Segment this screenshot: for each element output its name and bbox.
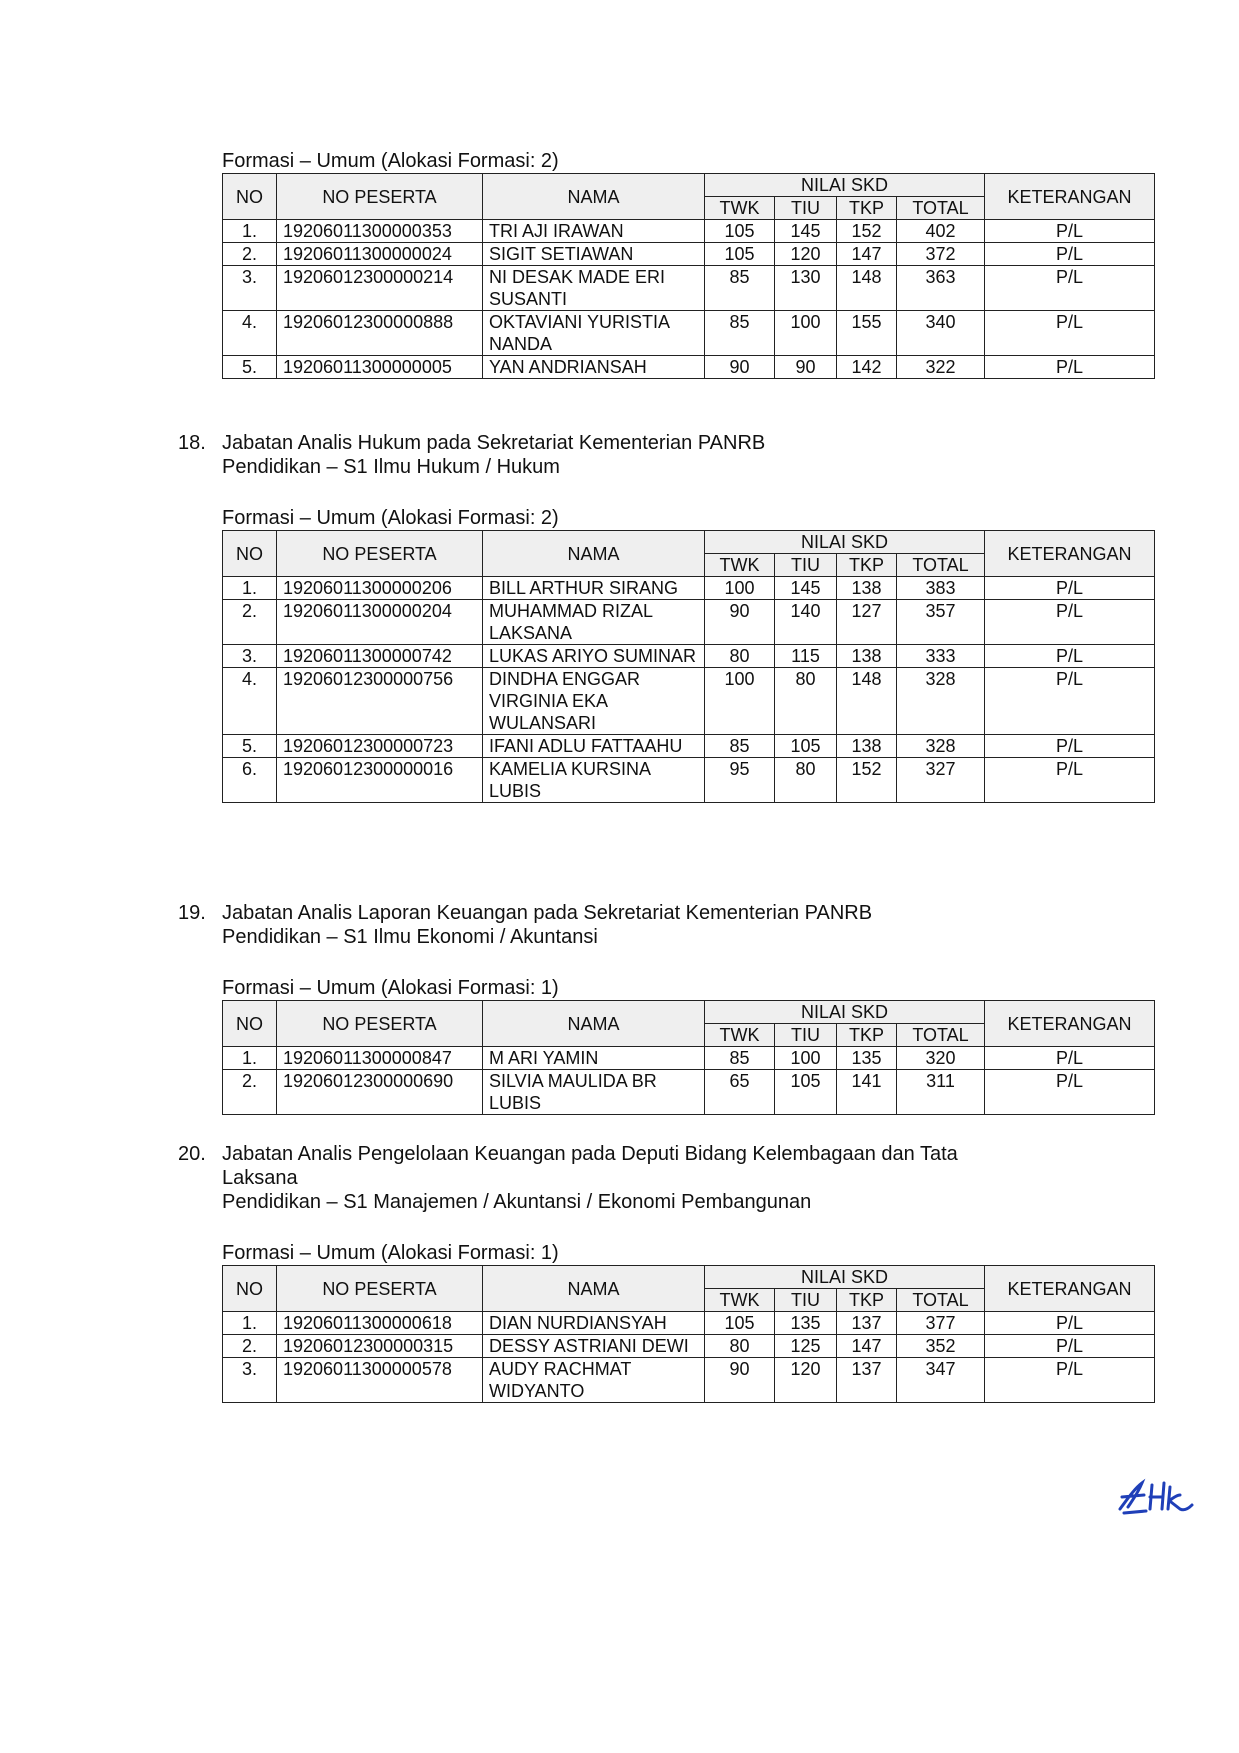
- cell-nama: YAN ANDRIANSAH: [483, 356, 705, 379]
- header-nama: NAMA: [483, 531, 705, 577]
- cell-total: 357: [897, 600, 985, 645]
- header-no-peserta: NO PESERTA: [277, 1001, 483, 1047]
- table-20: [222, 1265, 1155, 1403]
- cell-no: 1.: [223, 1047, 277, 1070]
- header-keterangan: KETERANGAN: [985, 1001, 1155, 1047]
- cell-total: 328: [897, 735, 985, 758]
- cell-tkp: 138: [837, 645, 897, 668]
- section-number: 19.: [178, 902, 206, 924]
- table-row: [223, 735, 1155, 758]
- cell-tkp: 152: [837, 758, 897, 803]
- cell-ket: P/L: [985, 1335, 1155, 1358]
- cell-twk: 85: [705, 1047, 775, 1070]
- cell-peserta: 19206011300000353: [277, 220, 483, 243]
- cell-nama: DINDHA ENGGAR VIRGINIA EKA WULANSARI: [483, 668, 705, 735]
- table-row: [223, 1312, 1155, 1335]
- cell-twk: 85: [705, 735, 775, 758]
- header-tiu: TIU: [775, 197, 837, 220]
- header-tiu: TIU: [775, 554, 837, 577]
- cell-no: 4.: [223, 311, 277, 356]
- header-no: NO: [223, 1266, 277, 1312]
- cell-peserta: 19206012300000723: [277, 735, 483, 758]
- cell-peserta: 19206011300000618: [277, 1312, 483, 1335]
- header-twk: TWK: [705, 554, 775, 577]
- table-row: [223, 1047, 1155, 1070]
- cell-twk: 85: [705, 266, 775, 311]
- cell-tiu: 145: [775, 577, 837, 600]
- cell-nama: OKTAVIANI YURISTIA NANDA: [483, 311, 705, 356]
- table-row: [223, 645, 1155, 668]
- cell-tiu: 100: [775, 311, 837, 356]
- cell-ket: P/L: [985, 243, 1155, 266]
- cell-nama: DIAN NURDIANSYAH: [483, 1312, 705, 1335]
- cell-no: 3.: [223, 1358, 277, 1403]
- header-no: NO: [223, 1001, 277, 1047]
- cell-total: 402: [897, 220, 985, 243]
- section-pendidikan: Pendidikan – S1 Manajemen / Akuntansi / Ekonomi Pembangunan: [222, 1191, 812, 1213]
- cell-nama: DESSY ASTRIANI DEWI: [483, 1335, 705, 1358]
- cell-tkp: 137: [837, 1312, 897, 1335]
- cell-nama: SIGIT SETIAWAN: [483, 243, 705, 266]
- section-title: Jabatan Analis Hukum pada Sekretariat Kementerian PANRB: [222, 432, 766, 454]
- cell-peserta: 19206011300000204: [277, 600, 483, 645]
- cell-tiu: 80: [775, 668, 837, 735]
- cell-peserta: 19206012300000016: [277, 758, 483, 803]
- header-nilai-skd: NILAI SKD: [705, 1001, 985, 1024]
- cell-ket: P/L: [985, 266, 1155, 311]
- cell-no: 2.: [223, 1335, 277, 1358]
- header-tiu: TIU: [775, 1024, 837, 1047]
- cell-tkp: 127: [837, 600, 897, 645]
- header-twk: TWK: [705, 1289, 775, 1312]
- cell-total: 320: [897, 1047, 985, 1070]
- cell-total: 333: [897, 645, 985, 668]
- cell-total: 383: [897, 577, 985, 600]
- cell-no: 4.: [223, 668, 277, 735]
- cell-tiu: 115: [775, 645, 837, 668]
- table-18: [222, 530, 1155, 803]
- cell-nama: LUKAS ARIYO SUMINAR: [483, 645, 705, 668]
- cell-tiu: 100: [775, 1047, 837, 1070]
- header-no-peserta: NO PESERTA: [277, 531, 483, 577]
- header-twk: TWK: [705, 197, 775, 220]
- header-nama: NAMA: [483, 1001, 705, 1047]
- section-title-cont: Laksana: [222, 1167, 298, 1189]
- cell-twk: 105: [705, 220, 775, 243]
- cell-tiu: 120: [775, 1358, 837, 1403]
- cell-twk: 100: [705, 668, 775, 735]
- cell-tkp: 138: [837, 735, 897, 758]
- cell-total: 327: [897, 758, 985, 803]
- cell-tiu: 145: [775, 220, 837, 243]
- formasi-label-20: Formasi – Umum (Alokasi Formasi: 1): [222, 1242, 559, 1264]
- cell-total: 322: [897, 356, 985, 379]
- formasi-label-0: Formasi – Umum (Alokasi Formasi: 2): [222, 150, 559, 172]
- cell-peserta: 19206012300000690: [277, 1070, 483, 1115]
- table-row: [223, 758, 1155, 803]
- cell-tiu: 80: [775, 758, 837, 803]
- cell-ket: P/L: [985, 600, 1155, 645]
- cell-no: 3.: [223, 266, 277, 311]
- cell-tkp: 152: [837, 220, 897, 243]
- cell-total: 377: [897, 1312, 985, 1335]
- cell-ket: P/L: [985, 220, 1155, 243]
- cell-total: 352: [897, 1335, 985, 1358]
- cell-no: 3.: [223, 645, 277, 668]
- header-tkp: TKP: [837, 197, 897, 220]
- cell-twk: 90: [705, 600, 775, 645]
- cell-no: 2.: [223, 600, 277, 645]
- cell-tkp: 141: [837, 1070, 897, 1115]
- header-no-peserta: NO PESERTA: [277, 174, 483, 220]
- formasi-label-19: Formasi – Umum (Alokasi Formasi: 1): [222, 977, 559, 999]
- cell-tiu: 130: [775, 266, 837, 311]
- cell-tkp: 155: [837, 311, 897, 356]
- cell-twk: 95: [705, 758, 775, 803]
- cell-ket: P/L: [985, 1358, 1155, 1403]
- header-total: TOTAL: [897, 197, 985, 220]
- table-row: [223, 311, 1155, 356]
- cell-twk: 100: [705, 577, 775, 600]
- header-keterangan: KETERANGAN: [985, 174, 1155, 220]
- header-no: NO: [223, 531, 277, 577]
- header-total: TOTAL: [897, 554, 985, 577]
- cell-total: 372: [897, 243, 985, 266]
- cell-nama: M ARI YAMIN: [483, 1047, 705, 1070]
- signature-initials: [1116, 1475, 1196, 1524]
- cell-tiu: 90: [775, 356, 837, 379]
- cell-total: 340: [897, 311, 985, 356]
- cell-twk: 65: [705, 1070, 775, 1115]
- cell-nama: TRI AJI IRAWAN: [483, 220, 705, 243]
- cell-ket: P/L: [985, 1312, 1155, 1335]
- cell-peserta: 19206012300000315: [277, 1335, 483, 1358]
- cell-peserta: 19206011300000206: [277, 577, 483, 600]
- header-nama: NAMA: [483, 174, 705, 220]
- cell-tkp: 147: [837, 243, 897, 266]
- cell-twk: 80: [705, 645, 775, 668]
- header-tkp: TKP: [837, 1024, 897, 1047]
- cell-nama: KAMELIA KURSINA LUBIS: [483, 758, 705, 803]
- table-row: [223, 243, 1155, 266]
- table-19: [222, 1000, 1155, 1115]
- cell-no: 5.: [223, 356, 277, 379]
- cell-total: 328: [897, 668, 985, 735]
- cell-ket: P/L: [985, 577, 1155, 600]
- cell-tkp: 148: [837, 668, 897, 735]
- section-number: 18.: [178, 432, 206, 454]
- header-keterangan: KETERANGAN: [985, 1266, 1155, 1312]
- cell-tiu: 120: [775, 243, 837, 266]
- cell-no: 2.: [223, 243, 277, 266]
- cell-nama: MUHAMMAD RIZAL LAKSANA: [483, 600, 705, 645]
- cell-nama: SILVIA MAULIDA BR LUBIS: [483, 1070, 705, 1115]
- cell-no: 2.: [223, 1070, 277, 1115]
- cell-tiu: 140: [775, 600, 837, 645]
- cell-peserta: 19206011300000024: [277, 243, 483, 266]
- table-row: [223, 668, 1155, 735]
- header-tkp: TKP: [837, 554, 897, 577]
- cell-twk: 90: [705, 1358, 775, 1403]
- cell-tiu: 125: [775, 1335, 837, 1358]
- table-row: [223, 600, 1155, 645]
- header-nilai-skd: NILAI SKD: [705, 531, 985, 554]
- cell-twk: 80: [705, 1335, 775, 1358]
- cell-peserta: 19206011300000005: [277, 356, 483, 379]
- table-row: [223, 266, 1155, 311]
- header-nilai-skd: NILAI SKD: [705, 1266, 985, 1289]
- cell-total: 311: [897, 1070, 985, 1115]
- cell-ket: P/L: [985, 1070, 1155, 1115]
- cell-tkp: 135: [837, 1047, 897, 1070]
- cell-twk: 90: [705, 356, 775, 379]
- cell-peserta: 19206011300000847: [277, 1047, 483, 1070]
- cell-peserta: 19206012300000756: [277, 668, 483, 735]
- section-number: 20.: [178, 1143, 206, 1165]
- cell-total: 347: [897, 1358, 985, 1403]
- cell-twk: 85: [705, 311, 775, 356]
- cell-twk: 105: [705, 1312, 775, 1335]
- cell-no: 1.: [223, 1312, 277, 1335]
- cell-tiu: 105: [775, 1070, 837, 1115]
- cell-ket: P/L: [985, 758, 1155, 803]
- header-total: TOTAL: [897, 1289, 985, 1312]
- section-title: Jabatan Analis Laporan Keuangan pada Sekretariat Kementerian PANRB: [222, 902, 873, 924]
- section-pendidikan: Pendidikan – S1 Ilmu Hukum / Hukum: [222, 456, 560, 478]
- header-keterangan: KETERANGAN: [985, 531, 1155, 577]
- table-row: [223, 1358, 1155, 1403]
- cell-peserta: 19206011300000742: [277, 645, 483, 668]
- table-row: [223, 356, 1155, 379]
- formasi-label-18: Formasi – Umum (Alokasi Formasi: 2): [222, 507, 559, 529]
- cell-tkp: 137: [837, 1358, 897, 1403]
- header-twk: TWK: [705, 1024, 775, 1047]
- cell-tkp: 147: [837, 1335, 897, 1358]
- cell-tkp: 142: [837, 356, 897, 379]
- table-row: [223, 1070, 1155, 1115]
- section-pendidikan: Pendidikan – S1 Ilmu Ekonomi / Akuntansi: [222, 926, 598, 948]
- cell-ket: P/L: [985, 668, 1155, 735]
- header-no: NO: [223, 174, 277, 220]
- cell-no: 1.: [223, 577, 277, 600]
- cell-tiu: 135: [775, 1312, 837, 1335]
- cell-peserta: 19206012300000888: [277, 311, 483, 356]
- table-row: [223, 1335, 1155, 1358]
- cell-peserta: 19206011300000578: [277, 1358, 483, 1403]
- header-no-peserta: NO PESERTA: [277, 1266, 483, 1312]
- cell-ket: P/L: [985, 311, 1155, 356]
- cell-ket: P/L: [985, 735, 1155, 758]
- table-row: [223, 220, 1155, 243]
- cell-tkp: 148: [837, 266, 897, 311]
- cell-tiu: 105: [775, 735, 837, 758]
- cell-peserta: 19206012300000214: [277, 266, 483, 311]
- cell-ket: P/L: [985, 356, 1155, 379]
- header-tiu: TIU: [775, 1289, 837, 1312]
- cell-nama: NI DESAK MADE ERI SUSANTI: [483, 266, 705, 311]
- cell-no: 6.: [223, 758, 277, 803]
- cell-nama: BILL ARTHUR SIRANG: [483, 577, 705, 600]
- header-tkp: TKP: [837, 1289, 897, 1312]
- cell-nama: IFANI ADLU FATTAAHU: [483, 735, 705, 758]
- table-17: [222, 173, 1155, 379]
- cell-no: 1.: [223, 220, 277, 243]
- cell-twk: 105: [705, 243, 775, 266]
- signature-mark: [1116, 1475, 1196, 1519]
- cell-no: 5.: [223, 735, 277, 758]
- cell-ket: P/L: [985, 1047, 1155, 1070]
- section-title: Jabatan Analis Pengelolaan Keuangan pada Deputi Bidang Kelembagaan dan Tata: [222, 1143, 958, 1165]
- header-nilai-skd: NILAI SKD: [705, 174, 985, 197]
- cell-tkp: 138: [837, 577, 897, 600]
- header-total: TOTAL: [897, 1024, 985, 1047]
- table-row: [223, 577, 1155, 600]
- cell-total: 363: [897, 266, 985, 311]
- cell-nama: AUDY RACHMAT WIDYANTO: [483, 1358, 705, 1403]
- header-nama: NAMA: [483, 1266, 705, 1312]
- cell-ket: P/L: [985, 645, 1155, 668]
